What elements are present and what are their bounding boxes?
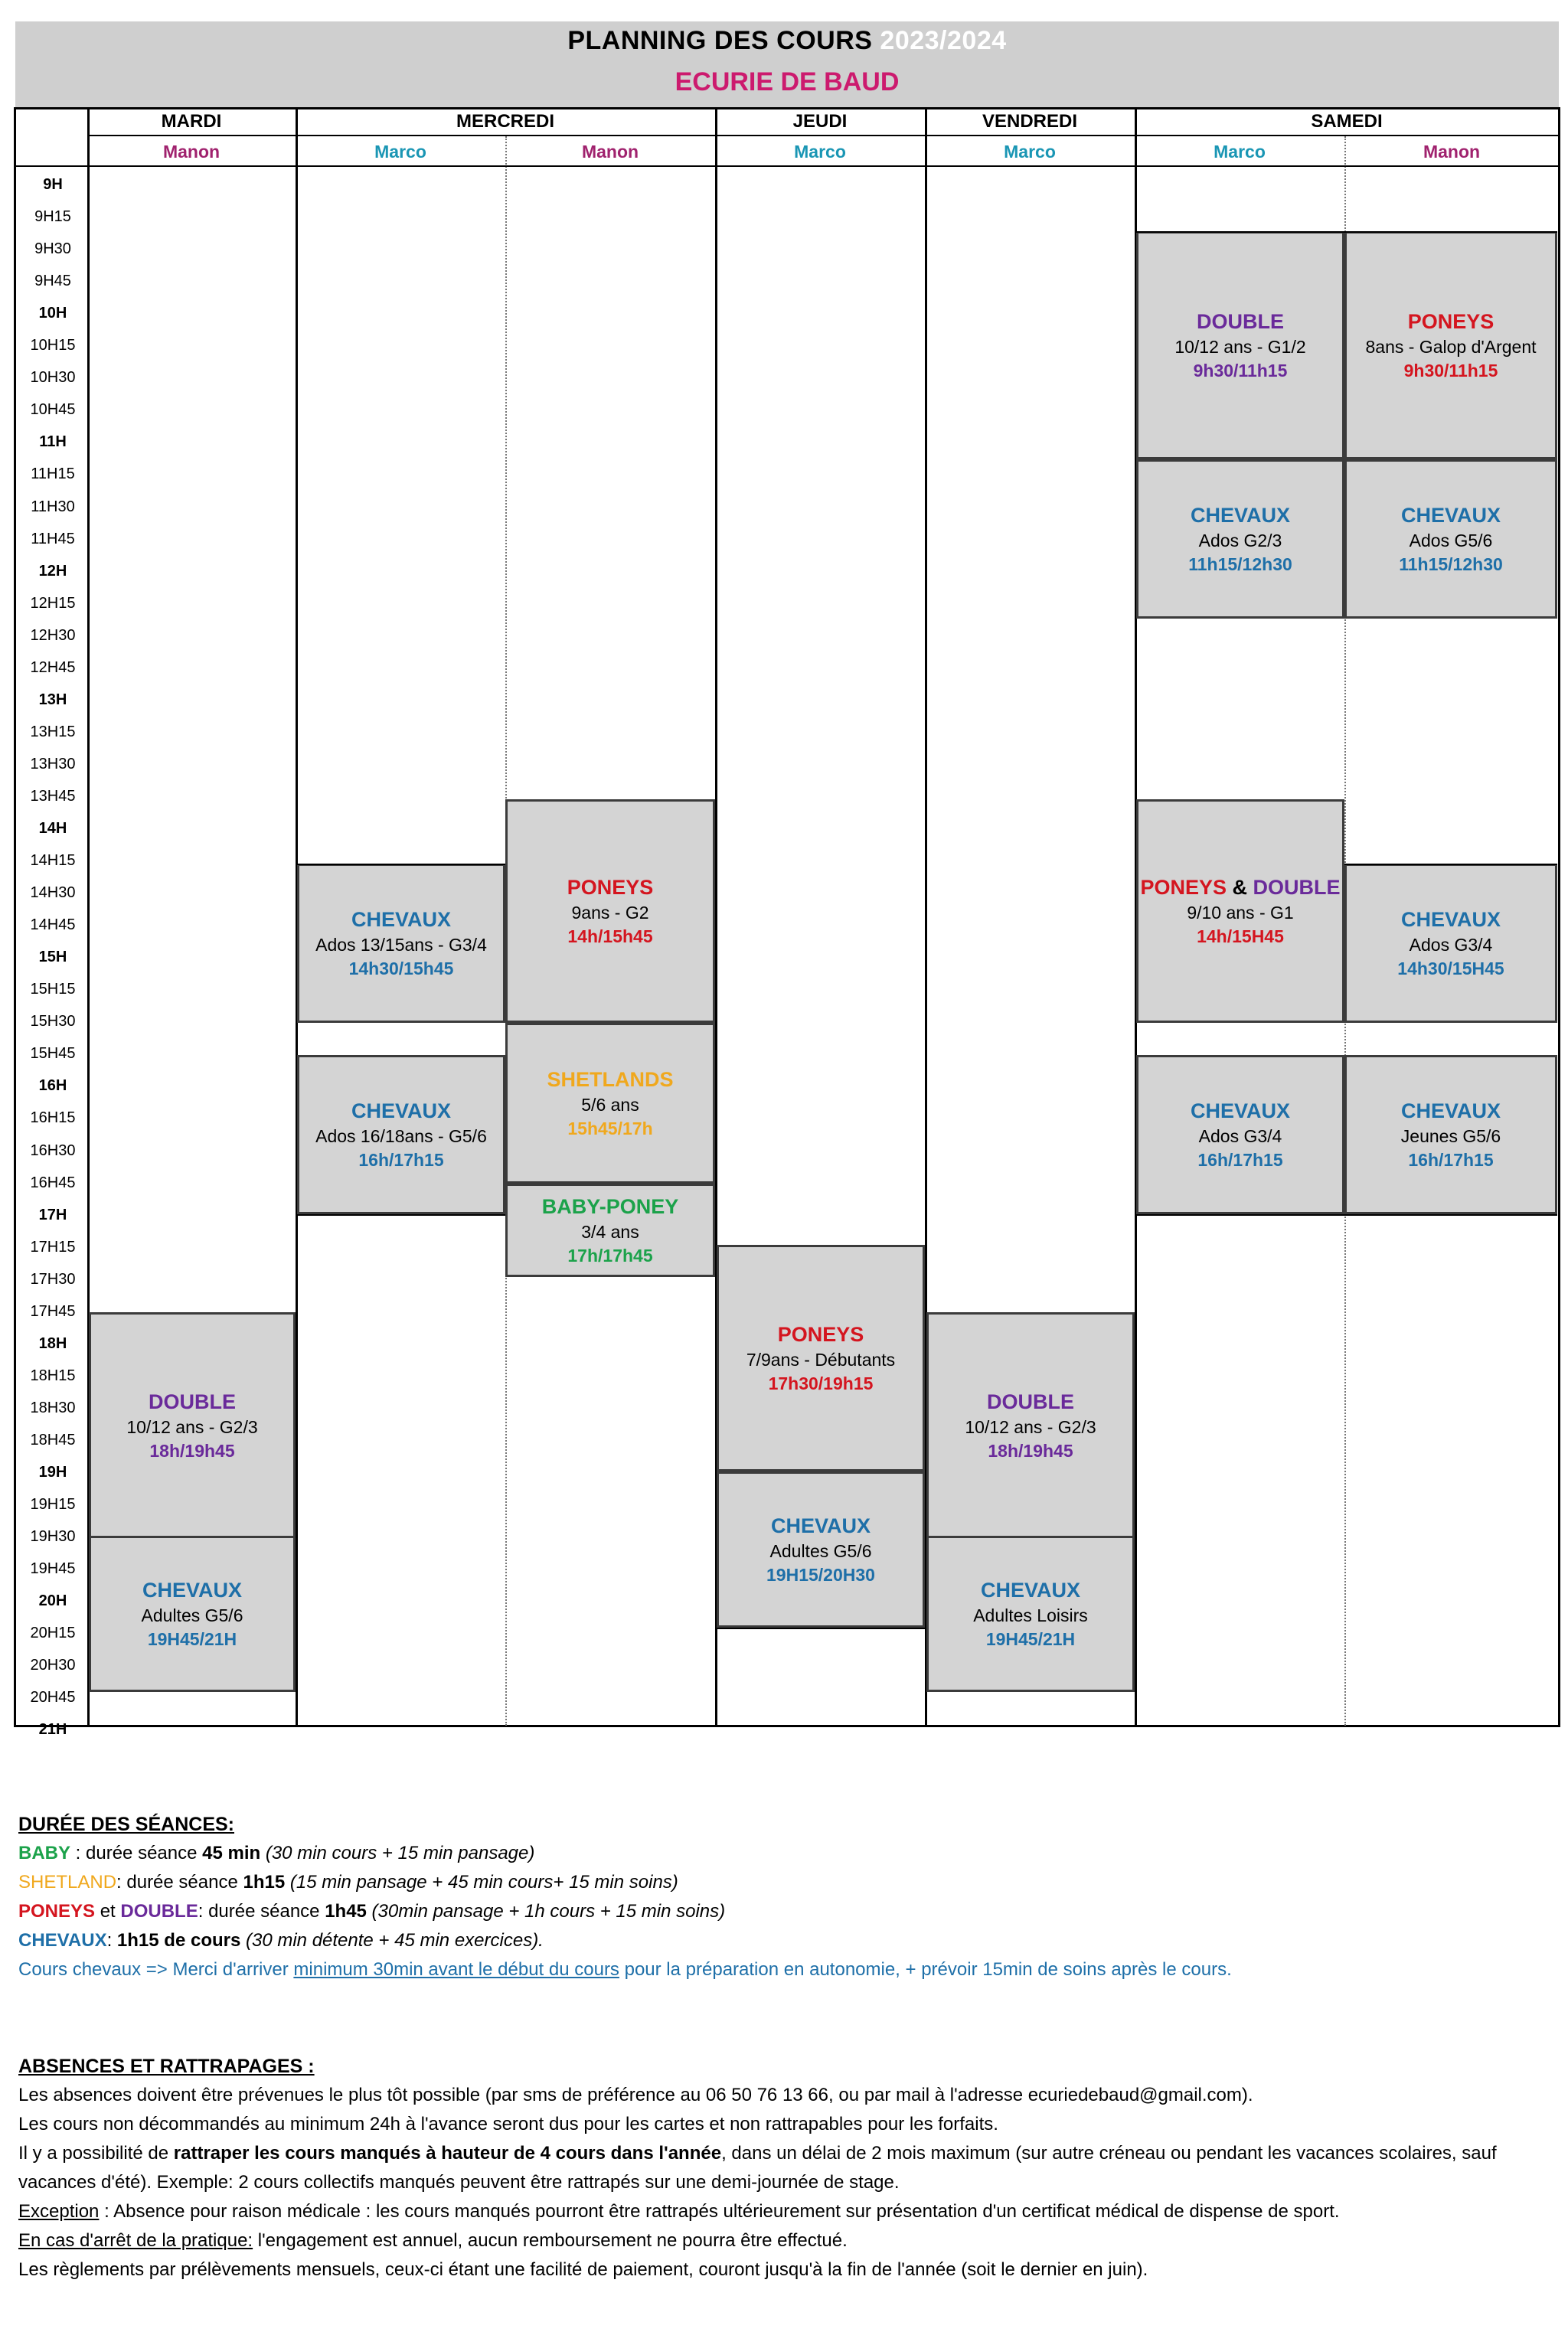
course-group: 5/6 ans bbox=[581, 1095, 639, 1115]
time-label: 12H30 bbox=[30, 626, 76, 644]
course-title: CHEVAUX bbox=[1400, 1099, 1501, 1122]
row-divider bbox=[297, 1214, 505, 1216]
course-hours: 15h45/17h bbox=[567, 1119, 653, 1138]
time-label: 16H30 bbox=[30, 1142, 76, 1159]
course-title: CHEVAUX bbox=[351, 1099, 452, 1122]
title-year: 2023/2024 bbox=[880, 26, 1007, 55]
course-hours: 14h30/15H45 bbox=[1397, 959, 1504, 978]
time-label: 14H30 bbox=[30, 884, 76, 902]
duration-poneys-double: PONEYS et DOUBLE: durée séance 1h45 (30min pansage + 1h cours + 15 min soins) bbox=[18, 1901, 726, 1922]
time-label: 20H45 bbox=[30, 1689, 76, 1707]
teacher-header: Marco bbox=[794, 142, 846, 162]
course-cell-mercredi-chevaux-2 bbox=[297, 1055, 505, 1214]
course-title: CHEVAUX bbox=[351, 908, 452, 931]
course-group: 10/12 ans - G2/3 bbox=[126, 1417, 258, 1437]
course-title: CHEVAUX bbox=[142, 1579, 243, 1602]
time-label: 19H30 bbox=[30, 1528, 76, 1546]
course-group: Adultes G5/6 bbox=[141, 1605, 243, 1625]
time-label: 14H15 bbox=[30, 852, 76, 870]
course-group: Ados 13/15ans - G3/4 bbox=[315, 935, 487, 955]
time-label: 11H30 bbox=[31, 498, 75, 515]
course-title: DOUBLE bbox=[149, 1390, 236, 1413]
time-label: 18H45 bbox=[30, 1431, 76, 1449]
row-divider bbox=[1136, 231, 1557, 233]
teacher-header: Manon bbox=[162, 142, 220, 162]
course-hours: 16h/17h15 bbox=[358, 1150, 444, 1170]
time-label: 20H15 bbox=[30, 1625, 76, 1642]
row-divider bbox=[14, 165, 87, 167]
time-label: 9H30 bbox=[34, 240, 71, 258]
course-cell-jeudi-poneys bbox=[717, 1245, 925, 1471]
course-cell-vendredi-chevaux bbox=[926, 1536, 1135, 1692]
course-cell-mardi-double bbox=[89, 1312, 296, 1539]
course-group: 9/10 ans - G1 bbox=[1187, 903, 1294, 923]
time-label: 17H45 bbox=[30, 1302, 76, 1320]
course-cell-mercredi-baby-poney bbox=[505, 1184, 715, 1277]
course-hours: 17h30/19h15 bbox=[768, 1373, 874, 1393]
course-hours: 11h15/12h30 bbox=[1188, 554, 1292, 574]
time-label: 13H bbox=[38, 691, 67, 708]
teacher-header: Manon bbox=[581, 142, 639, 162]
time-label: 18H bbox=[38, 1334, 67, 1352]
time-label: 10H45 bbox=[30, 401, 76, 419]
absences-title: ABSENCES ET RATTRAPAGES : bbox=[18, 2056, 315, 2077]
time-label: 10H30 bbox=[30, 369, 76, 387]
time-label: 19H15 bbox=[30, 1496, 76, 1514]
course-group: 10/12 ans - G2/3 bbox=[965, 1417, 1096, 1437]
time-label: 14H45 bbox=[30, 916, 76, 934]
time-label: 9H15 bbox=[34, 208, 71, 226]
day-header-samedi: SAMEDI bbox=[1311, 111, 1383, 132]
course-cell-samedi-poneys bbox=[1344, 231, 1557, 459]
absences-line: Les absences doivent être prévenues le plus tôt possible (par sms de préférence au 06 50 76 13 66, ou par mail à l'adresse ecuriedebaud@gmail.com). bbox=[18, 2085, 1253, 2105]
time-label: 21H bbox=[38, 1721, 67, 1739]
time-label: 20H bbox=[38, 1592, 67, 1610]
course-title: SHETLANDS bbox=[547, 1068, 674, 1091]
course-hours: 19H45/21H bbox=[985, 1629, 1076, 1649]
time-label: 17H15 bbox=[30, 1238, 76, 1256]
course-cell-samedi-double bbox=[1136, 231, 1344, 459]
course-hours: 18h/19h45 bbox=[988, 1441, 1073, 1461]
absences-line: Il y a possibilité de rattraper les cours manqués à hauteur de 4 cours dans l'année, dans un délai de 2 mois maximum (sur autre créneau ou pendant les vacances scolaires, sauf bbox=[18, 2143, 1497, 2164]
day-header-mardi: MARDI bbox=[161, 111, 222, 132]
course-title: PONEYS & DOUBLE bbox=[1140, 876, 1341, 899]
time-label: 18H15 bbox=[30, 1367, 76, 1384]
duration-baby: BABY : durée séance 45 min (30 min cours + 15 min pansage) bbox=[18, 1843, 535, 1863]
course-cell-jeudi-chevaux bbox=[717, 1471, 925, 1628]
course-title: BABY-PONEY bbox=[541, 1195, 679, 1218]
course-cell-mercredi-chevaux-1 bbox=[297, 864, 505, 1023]
absences-line: Exception : Absence pour raison médicale : les cours manqués pourront être rattrapés ultérieurement sur présentation d'un certificat médical de dispense de sport. bbox=[18, 2201, 1340, 2222]
duration-chevaux: CHEVAUX: 1h15 de cours (30 min détente + 45 min exercices). bbox=[18, 1930, 544, 1951]
course-group: Ados G3/4 bbox=[1409, 935, 1493, 955]
course-cell-samedi-chevaux-1 bbox=[1136, 459, 1344, 619]
time-label: 9H bbox=[43, 176, 63, 193]
row-divider bbox=[1136, 1214, 1557, 1216]
time-label: 12H15 bbox=[30, 594, 76, 612]
course-hours: 9h30/11h15 bbox=[1193, 361, 1288, 381]
absences-line: vacances d'été). Exemple: 2 cours collectifs manqués peuvent être rattrapés sur une demi-journée de stage. bbox=[18, 2172, 900, 2193]
time-label: 19H bbox=[38, 1464, 67, 1481]
course-title: CHEVAUX bbox=[1400, 908, 1501, 931]
time-label: 17H30 bbox=[30, 1270, 76, 1288]
course-group: 9ans - G2 bbox=[571, 903, 649, 923]
course-title: DOUBLE bbox=[987, 1390, 1074, 1413]
time-label: 13H30 bbox=[30, 755, 76, 772]
absences-line: Les cours non décommandés au minimum 24h à l'avance seront dus pour les cartes et non rattrapables pour les forfaits. bbox=[18, 2114, 998, 2134]
course-hours: 18h/19h45 bbox=[149, 1441, 235, 1461]
course-title: CHEVAUX bbox=[770, 1514, 871, 1537]
time-label: 9H45 bbox=[34, 273, 71, 290]
row-divider bbox=[717, 1628, 925, 1629]
time-label: 11H45 bbox=[31, 530, 75, 547]
course-cell-mercredi-poneys bbox=[505, 799, 715, 1023]
time-label: 12H bbox=[38, 562, 67, 580]
row-divider bbox=[87, 165, 1559, 167]
course-hours: 16h/17h15 bbox=[1408, 1150, 1494, 1170]
day-header-mercredi: MERCREDI bbox=[456, 111, 554, 132]
durations-section bbox=[18, 1810, 1232, 1984]
course-cell-samedi-chevaux-2 bbox=[1136, 1055, 1344, 1214]
day-header-vendredi: VENDREDI bbox=[982, 111, 1078, 132]
row-divider bbox=[297, 864, 505, 865]
course-group: 8ans - Galop d'Argent bbox=[1365, 337, 1537, 357]
course-cell-samedi-poneys-double bbox=[1136, 799, 1344, 1023]
course-hours: 14h30/15h45 bbox=[348, 959, 454, 978]
course-group: Jeunes G5/6 bbox=[1400, 1126, 1501, 1146]
course-cell-samedi-chevaux-4 bbox=[1344, 864, 1557, 1023]
course-hours: 19H45/21H bbox=[147, 1629, 237, 1649]
duration-note: Cours chevaux => Merci d'arriver minimum 30min avant le début du cours pour la préparation en autonomie, + prévoir 15min de soins après le cours. bbox=[18, 1959, 1232, 1980]
course-group: Ados G2/3 bbox=[1198, 531, 1282, 550]
course-group: 7/9ans - Débutants bbox=[746, 1350, 896, 1370]
time-label: 12H45 bbox=[30, 658, 76, 676]
course-group: Adultes G5/6 bbox=[769, 1541, 872, 1561]
course-hours: 9h30/11h15 bbox=[1403, 361, 1498, 381]
absences-section bbox=[18, 2052, 1550, 2285]
course-title: CHEVAUX bbox=[980, 1579, 1081, 1602]
time-label: 16H45 bbox=[30, 1174, 76, 1191]
course-hours: 19H15/20H30 bbox=[766, 1565, 875, 1585]
course-title: CHEVAUX bbox=[1190, 504, 1291, 527]
time-label: 20H30 bbox=[30, 1657, 76, 1674]
time-label: 11H15 bbox=[31, 465, 75, 483]
time-label: 15H45 bbox=[30, 1045, 76, 1063]
course-cell-samedi-chevaux-3 bbox=[1344, 459, 1557, 619]
row-divider bbox=[1344, 864, 1557, 865]
duration-shetland: SHETLAND: durée séance 1h15 (15 min pansage + 45 min cours+ 15 min soins) bbox=[18, 1872, 678, 1893]
course-title: DOUBLE bbox=[1197, 310, 1284, 333]
time-label: 16H15 bbox=[30, 1109, 76, 1127]
course-cell-mercredi-shetlands bbox=[505, 1023, 715, 1184]
course-title: PONEYS bbox=[777, 1323, 864, 1346]
course-hours: 14h/15h45 bbox=[567, 926, 653, 946]
teacher-header: Manon bbox=[1423, 142, 1481, 162]
course-title: CHEVAUX bbox=[1400, 504, 1501, 527]
time-label: 15H bbox=[38, 949, 67, 966]
course-cell-samedi-chevaux-5 bbox=[1344, 1055, 1557, 1214]
time-label: 11H bbox=[39, 433, 67, 451]
absences-line: Les règlements par prélèvements mensuels, ceux-ci étant une facilité de paiement, couront jusqu'à la fin de l'année (soit le dernier en juin). bbox=[18, 2259, 1148, 2280]
durations-title: DURÉE DES SÉANCES: bbox=[18, 1814, 234, 1835]
day-header-jeudi: JEUDI bbox=[792, 111, 848, 132]
page-subtitle: ECURIE DE BAUD bbox=[675, 67, 900, 96]
course-group: Adultes Loisirs bbox=[973, 1605, 1088, 1625]
course-group: Ados G5/6 bbox=[1409, 531, 1493, 550]
time-label: 10H bbox=[38, 305, 67, 322]
course-hours: 17h/17h45 bbox=[567, 1246, 653, 1266]
time-label: 10H15 bbox=[30, 337, 76, 354]
course-cell-mardi-chevaux bbox=[89, 1536, 296, 1692]
course-title: PONEYS bbox=[1407, 310, 1494, 333]
time-label: 15H15 bbox=[30, 981, 76, 998]
time-label: 13H45 bbox=[30, 787, 76, 805]
course-group: 3/4 ans bbox=[581, 1222, 639, 1242]
course-title: CHEVAUX bbox=[1190, 1099, 1291, 1122]
time-label: 13H15 bbox=[30, 723, 76, 740]
time-label: 19H45 bbox=[30, 1560, 76, 1578]
course-group: 10/12 ans - G1/2 bbox=[1174, 337, 1306, 357]
course-title: PONEYS bbox=[567, 876, 654, 899]
time-label: 14H bbox=[38, 820, 67, 837]
course-group: Ados 16/18ans - G5/6 bbox=[315, 1126, 487, 1146]
course-group: Ados G3/4 bbox=[1198, 1126, 1282, 1146]
teacher-header: Marco bbox=[374, 142, 426, 162]
time-label: 18H30 bbox=[30, 1399, 76, 1416]
time-label: 17H bbox=[38, 1206, 67, 1223]
page-title: PLANNING DES COURS 2023/2024 bbox=[567, 26, 1007, 55]
teacher-header: Marco bbox=[1214, 142, 1266, 162]
row-divider bbox=[87, 135, 1559, 136]
time-label: 15H30 bbox=[30, 1013, 76, 1030]
absences-line: En cas d'arrêt de la pratique: l'engagement est annuel, aucun remboursement ne pourra être effectué. bbox=[18, 2230, 848, 2251]
course-hours: 16h/17h15 bbox=[1197, 1150, 1283, 1170]
course-hours: 14h/15H45 bbox=[1197, 926, 1284, 946]
course-hours: 11h15/12h30 bbox=[1399, 554, 1503, 574]
teacher-header: Marco bbox=[1004, 142, 1056, 162]
course-cell-vendredi-double bbox=[926, 1312, 1135, 1539]
time-label: 16H bbox=[38, 1077, 67, 1095]
